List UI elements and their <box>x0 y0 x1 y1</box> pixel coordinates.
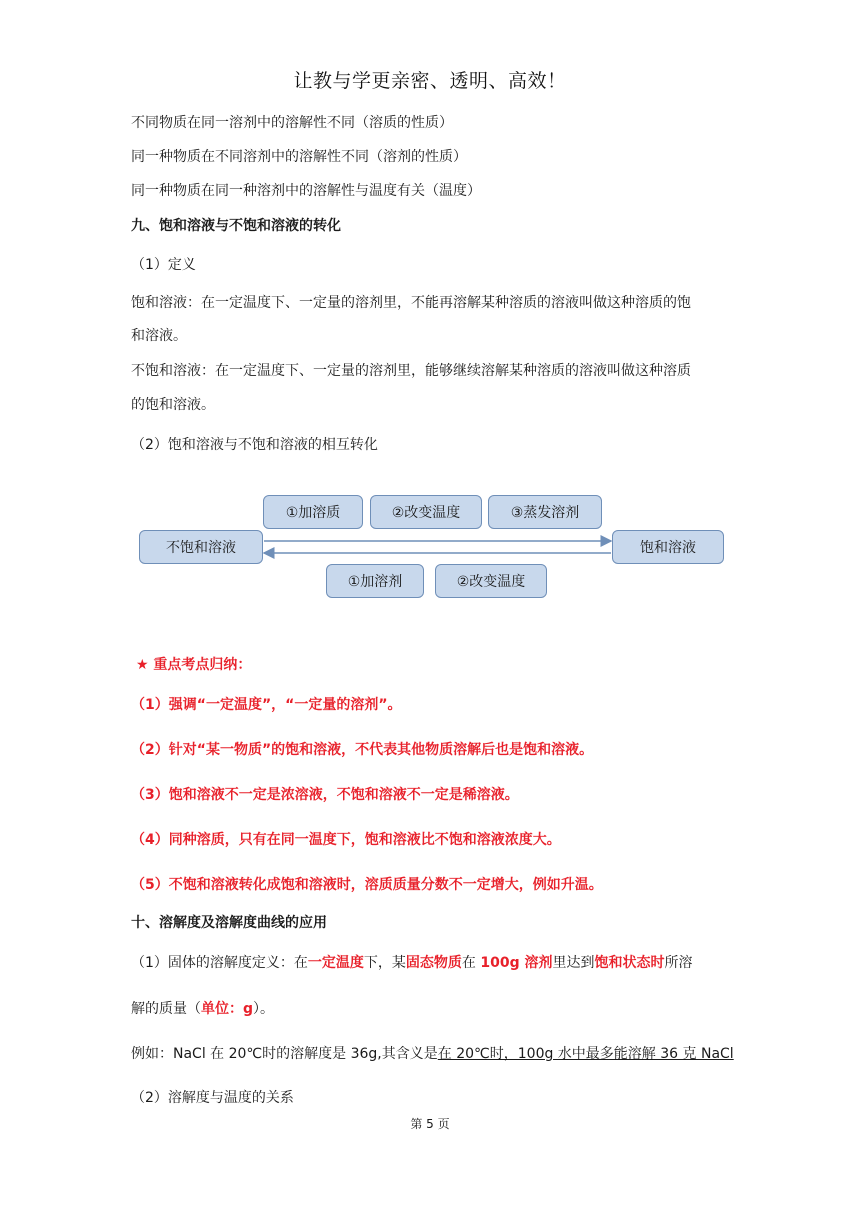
text-span: 下，某 <box>363 955 406 971</box>
text-line: 不同物质在同一溶剂中的溶解性不同（溶质的性质） <box>131 115 453 131</box>
highlight-span: 饱和状态时 <box>594 955 665 971</box>
key-point-item: （2）针对“某一物质”的饱和溶液，不代表其他物质溶解后也是饱和溶液。 <box>131 742 594 758</box>
text-line: 和溶液。 <box>131 328 187 344</box>
key-point-item: （3）饱和溶液不一定是浓溶液，不饱和溶液不一定是稀溶液。 <box>131 787 519 803</box>
section-heading: 十、溶解度及溶解度曲线的应用 <box>131 915 327 931</box>
highlight-span: 单位：g <box>201 1001 254 1017</box>
method-change-temperature: ②改变温度 <box>370 495 482 529</box>
sub-heading: （1）定义 <box>131 257 196 273</box>
text-line: 饱和溶液：在一定温度下、一定量的溶剂里，不能再溶解某种溶质的溶液叫做这种溶质的饱 <box>131 295 691 311</box>
method-evaporate-solvent: ③蒸发溶剂 <box>488 495 602 529</box>
method-change-temperature-2: ②改变温度 <box>435 564 547 598</box>
section-heading: 九、饱和溶液与不饱和溶液的转化 <box>131 218 341 234</box>
page-number: 第 5 页 <box>410 1117 450 1131</box>
key-point-item: （5）不饱和溶液转化成饱和溶液时，溶质质量分数不一定增大，例如升温。 <box>131 877 603 893</box>
underlined-span: 在 20℃时，100g 水中最多能溶解 36 克 NaCl <box>437 1046 734 1062</box>
text-line: 的饱和溶液。 <box>131 397 215 413</box>
text-span: 解的质量（ <box>131 1001 201 1017</box>
solubility-definition <box>131 952 741 972</box>
page-header: 让教与学更亲密、透明、高效！ <box>293 70 567 92</box>
text-span: 在 <box>461 955 481 971</box>
highlight-span: 100g 溶剂 <box>480 955 553 971</box>
highlight-span: 一定温度 <box>307 955 364 971</box>
solubility-definition-cont <box>131 998 741 1018</box>
text-span: 例如：NaCl 在 20℃时的溶解度是 36g,其含义是 <box>131 1046 438 1062</box>
solubility-example <box>131 1043 741 1063</box>
text-line: 同一种物质在不同溶剂中的溶解性不同（溶剂的性质） <box>131 149 467 165</box>
text-span: ）。 <box>253 1001 275 1017</box>
text-span: 里达到 <box>552 955 595 971</box>
saturated-solution-box: 饱和溶液 <box>612 530 724 564</box>
text-line: 同一种物质在同一种溶剂中的溶解性与温度有关（温度） <box>131 183 481 199</box>
text-span: （1）固体的溶解度定义：在 <box>131 955 308 971</box>
key-point-item: （4）同种溶质，只有在同一温度下，饱和溶液比不饱和溶液浓度大。 <box>131 832 561 848</box>
highlight-span: 固态物质 <box>405 955 462 971</box>
key-point-item: （1）强调“一定温度”，“一定量的溶剂”。 <box>131 697 402 713</box>
text-span: 所溶 <box>664 955 693 971</box>
sub-heading: （2）溶解度与温度的关系 <box>131 1090 294 1106</box>
method-add-solvent: ①加溶剂 <box>326 564 424 598</box>
sub-heading: （2）饱和溶液与不饱和溶液的相互转化 <box>131 437 378 453</box>
text-line: 不饱和溶液：在一定温度下、一定量的溶剂里，能够继续溶解某种溶质的溶液叫做这种溶质 <box>131 363 691 379</box>
unsaturated-solution-box: 不饱和溶液 <box>139 530 263 564</box>
method-add-solute: ①加溶质 <box>263 495 363 529</box>
key-points-title: ★ 重点考点归纳： <box>136 657 252 673</box>
